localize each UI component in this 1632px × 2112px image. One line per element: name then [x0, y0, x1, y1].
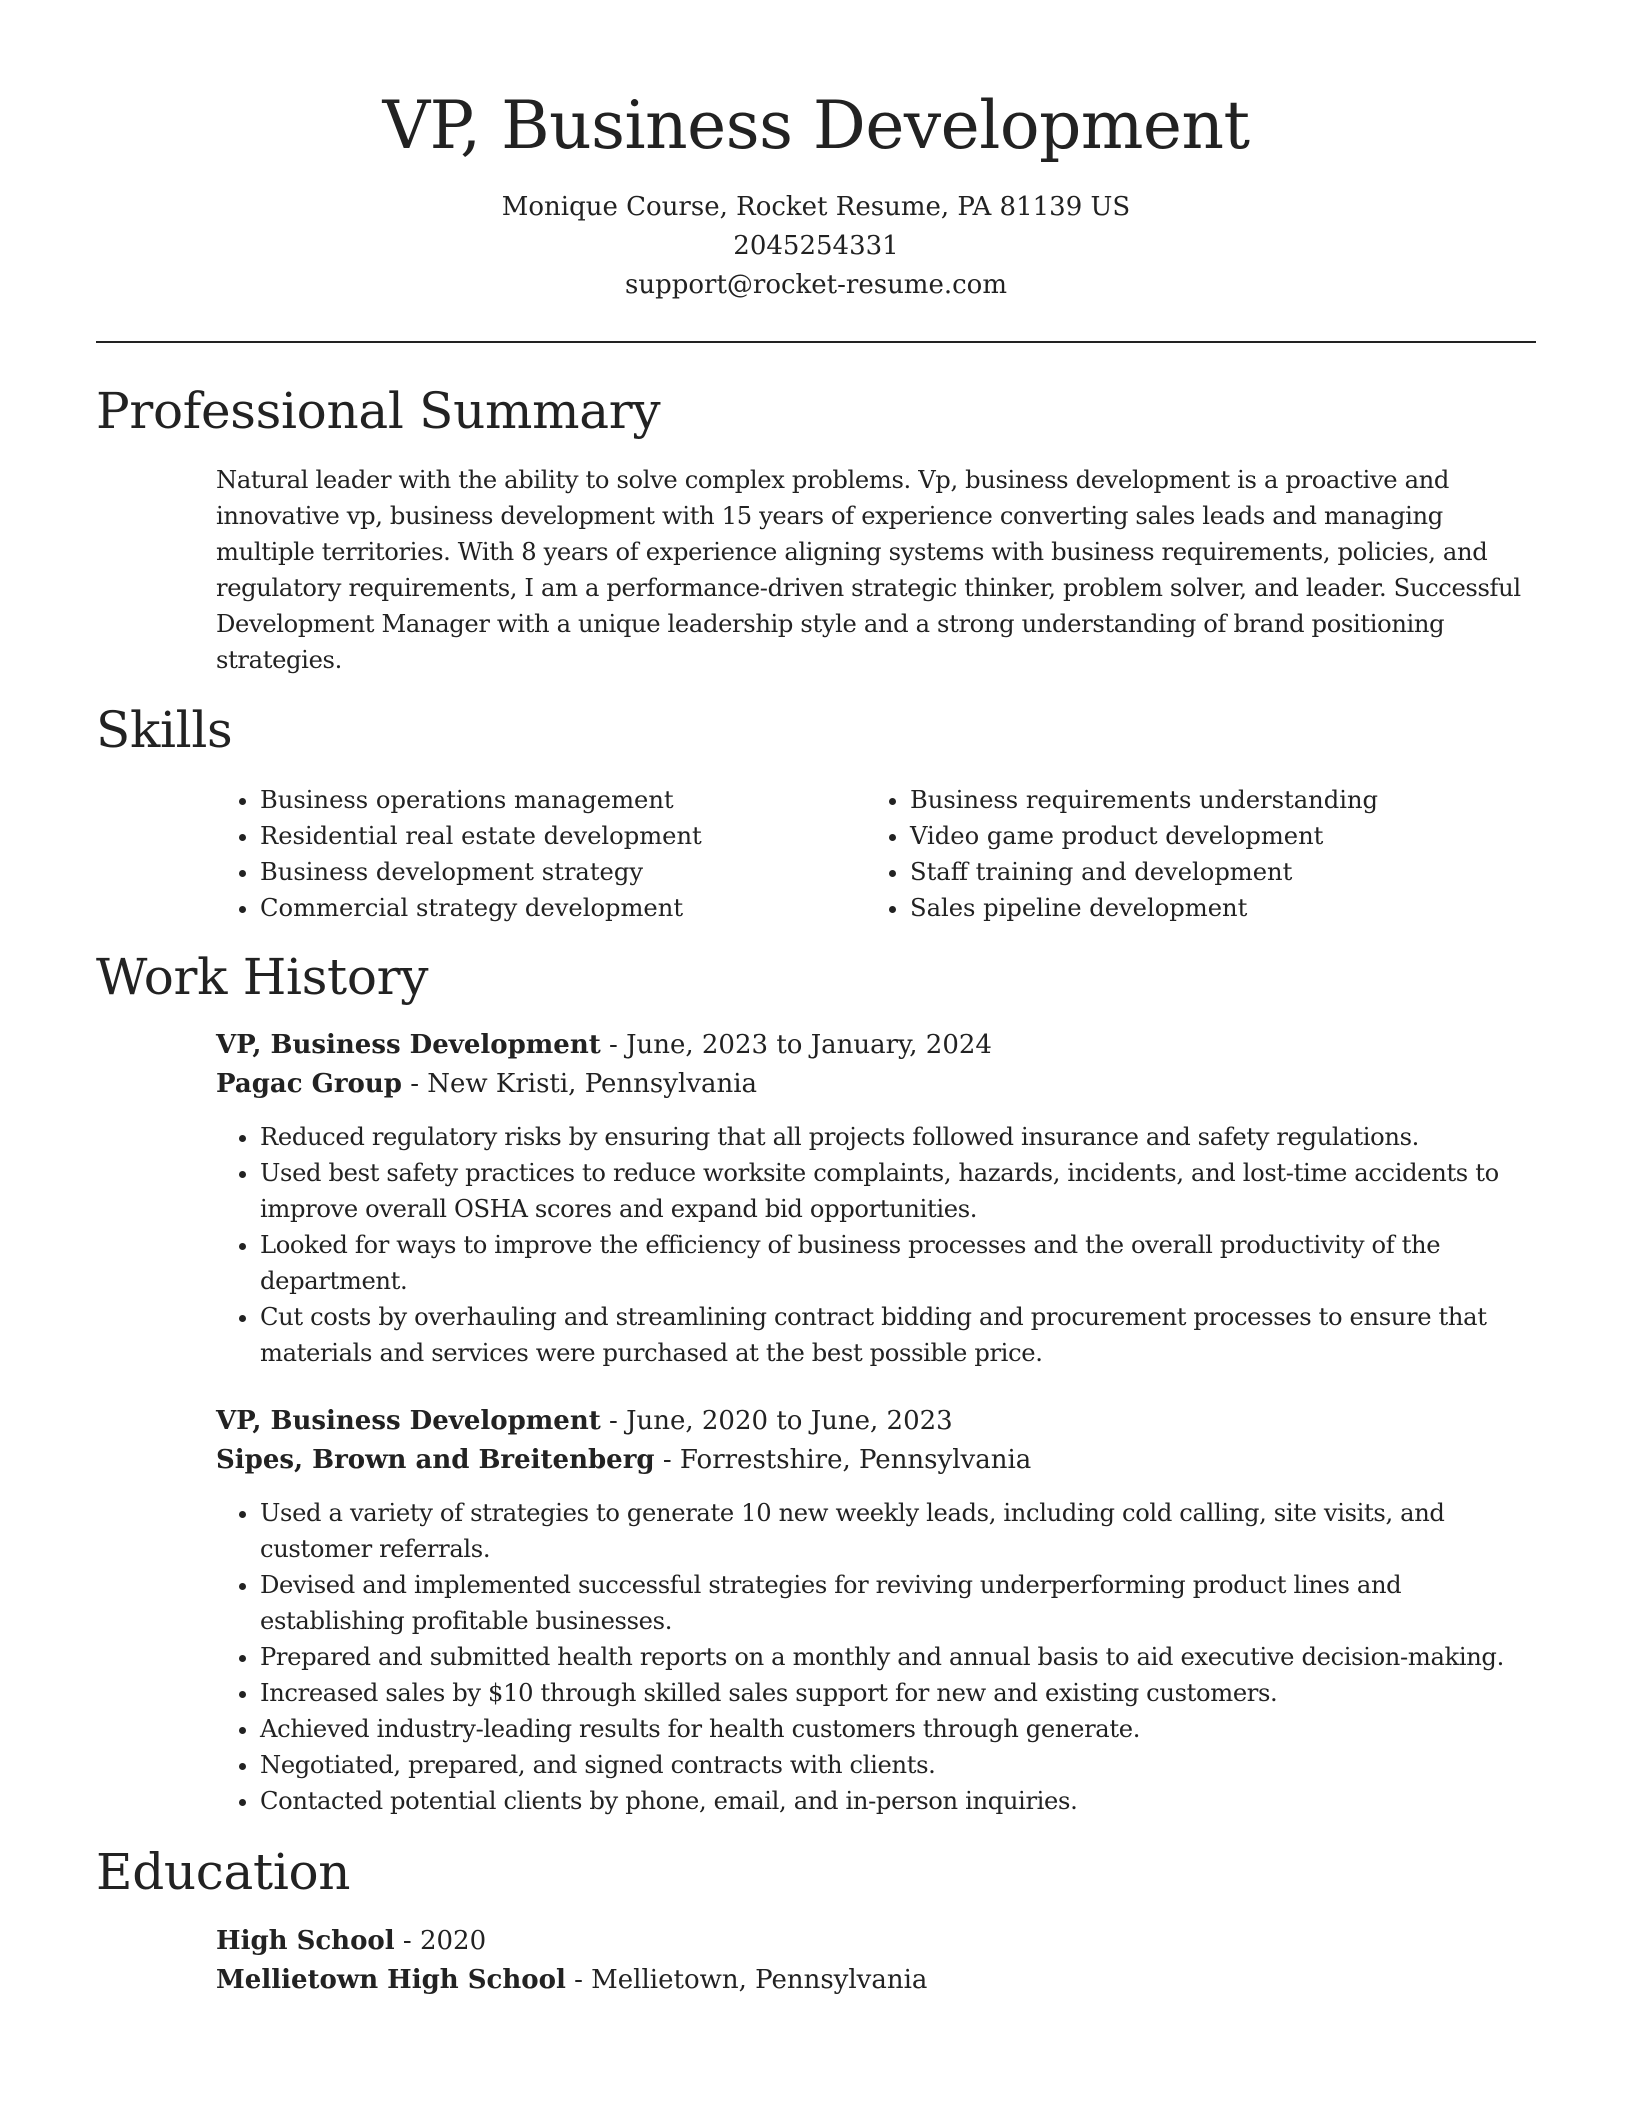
skill-item: • Business requirements understanding	[910, 782, 1516, 818]
skill-item: • Commercial strategy development	[260, 890, 866, 926]
job-2-company-line	[216, 1440, 1031, 1480]
summary-text: Natural leader with the ability to solve complex problems. Vp, business development is a proactive and innovative vp, business development with 15 years of experience converting sales leads and managing multiple territories. With 8 years of experience aligning systems with business requirements, policies, and regulatory requirements, I am a performance-driven strategic thinker, problem solver, and leader. Successful Development Manager with a unique leadership style and a strong understanding of brand positioning strategies.	[216, 466, 1521, 674]
job-location: - Forrestshire, Pennsylvania	[654, 1445, 1032, 1475]
contact-address: Monique Course, Rocket Resume, PA 81139 US	[501, 192, 1131, 222]
header-divider	[96, 341, 1536, 343]
job-bullet: • Increased sales by $10 through skilled sales support for new and existing customers.	[260, 1675, 1548, 1711]
job-bullet: • Achieved industry-leading results for health customers through generate.	[260, 1711, 1548, 1747]
job-dates: - June, 2020 to June, 2023	[600, 1406, 953, 1436]
job-title: VP, Business Development	[216, 1406, 601, 1436]
job-bullet: • Used a variety of strategies to generate 10 new weekly leads, including cold calling, site visits, and customer referrals.	[260, 1495, 1548, 1567]
job-bullet: • Prepared and submitted health reports on a monthly and annual basis to aid executive decision-making.	[260, 1639, 1548, 1675]
summary-heading: Professional Summary	[96, 382, 661, 440]
skill-item: • Sales pipeline development	[910, 890, 1516, 926]
job-bullet: • Devised and implemented successful strategies for reviving underperforming product lines and establishing profitable businesses.	[260, 1567, 1548, 1639]
job-location: - New Kristi, Pennsylvania	[401, 1069, 758, 1099]
skills-column-right	[866, 782, 1516, 926]
skill-item: • Business development strategy	[260, 854, 866, 890]
skill-item: • Business operations management	[260, 782, 866, 818]
education-school: Mellietown High School	[216, 1965, 566, 1995]
job-bullet: • Reduced regulatory risks by ensuring that all projects followed insurance and safety regulations.	[260, 1119, 1548, 1155]
job-dates: - June, 2023 to January, 2024	[600, 1030, 992, 1060]
education-degree: High School	[216, 1926, 395, 1956]
skills-column-left	[216, 782, 866, 926]
job-company: Sipes, Brown and Breitenberg	[216, 1445, 655, 1475]
job-bullet: • Looked for ways to improve the efficiency of business processes and the overall productivity of the department.	[260, 1227, 1548, 1299]
job-2-bullets	[216, 1495, 1548, 1819]
job-1-bullets	[216, 1119, 1548, 1371]
contact-email: support@rocket-resume.com	[624, 270, 1007, 300]
job-1-company-line	[216, 1064, 757, 1104]
job-bullet: • Cut costs by overhauling and streamlining contract bidding and procurement processes to ensure that materials and services were purchased at the best possible price.	[260, 1299, 1548, 1371]
skills-list	[216, 782, 1536, 926]
education-school-line	[216, 1960, 927, 2000]
job-bullet: • Used best safety practices to reduce worksite complaints, hazards, incidents, and lost-time accidents to improve overall OSHA scores and expand bid opportunities.	[260, 1155, 1548, 1227]
skill-item: • Video game product development	[910, 818, 1516, 854]
job-bullet: • Contacted potential clients by phone, email, and in-person inquiries.	[260, 1783, 1548, 1819]
education-heading: Education	[96, 1843, 351, 1901]
skills-heading: Skills	[96, 701, 233, 759]
job-company: Pagac Group	[216, 1069, 402, 1099]
work-heading: Work History	[96, 948, 429, 1006]
skill-item: • Residential real estate development	[260, 818, 866, 854]
education-location: - Mellietown, Pennsylvania	[565, 1965, 928, 1995]
job-title: VP, Business Development	[216, 1030, 601, 1060]
job-1-title-line	[216, 1025, 992, 1065]
job-bullet: • Negotiated, prepared, and signed contracts with clients.	[260, 1747, 1548, 1783]
skill-item: • Staff training and development	[910, 854, 1516, 890]
contact-phone: 2045254331	[733, 231, 899, 261]
education-degree-line	[216, 1921, 486, 1961]
resume-header	[96, 78, 1536, 305]
job-2-title-line	[216, 1401, 953, 1441]
resume-title: VP, Business Development	[382, 87, 1250, 164]
education-year: - 2020	[394, 1926, 487, 1956]
